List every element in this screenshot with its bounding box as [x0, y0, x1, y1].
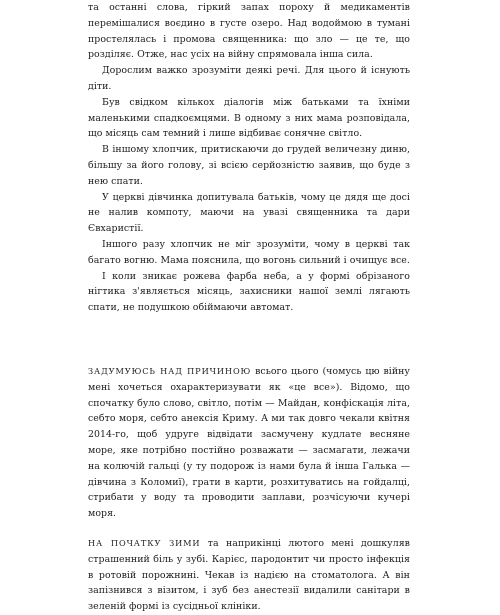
paragraph: І коли зникає рожева фарба неба, а у формі обрізаного нігтика з'являється місяць, захисники нашої землі лягають спати, не подушкою обіймаючи автомат.	[88, 270, 410, 314]
paragraph: Дорослим важко зрозуміти деякі речі. Для цього й існують діти.	[88, 65, 410, 92]
paragraph: У церкві дівчинка допитувала батьків, чому це дядя ще досі не налив компоту, маючи на увазі священника та дари Євхаристії.	[88, 191, 410, 235]
paragraph: Був свідком кількох діалогів між батьками та їхніми маленькими спадкоємцями. В одному з них мама розповідала, що місяць сам темний і лише відбиває сонячне світло.	[88, 96, 410, 140]
section-paragraph	[88, 364, 410, 522]
text-column	[88, 0, 410, 615]
section-paragraph	[88, 536, 410, 615]
paragraph: В іншому хлопчик, притискаючи до грудей величезну диню, більшу за його голову, зі всією серйозністю заявив, що буде з нею спати.	[88, 144, 410, 187]
paragraph: та останні слова, гіркий запах пороху й медикаментів перемішалися воєдино в густе озеро. Над водоймою в тумані простелялась і промова священника: що зло — це те, що розділяє. Отже, нас усіх на війну спрямовала інша сила.	[88, 2, 410, 61]
section-lead: НА ПОЧАТКУ ЗИМИ	[88, 537, 201, 548]
section-lead: ЗАДУМУЮСЬ НАД ПРИЧИНОЮ	[88, 365, 252, 376]
section-body: та наприкінці лютого мені дошкуляв страшенний біль у зубі. Карієс, пародонтит чи просто інфекція в ротовій порожнині. Чекав із надією на стоматолога. А він запізнився з візитом, і зуб без анестезії видалили санітари в зеленій формі із сусідньої клініки.	[88, 537, 410, 613]
paragraph: Іншого разу хлопчик не міг зрозуміти, чому в церкві так багато вогню. Мама пояснила, що вогонь сильний і очищує все.	[88, 238, 410, 266]
section-body: всього цього (чомусь цю війну мені хочеться охарактеризувати як «це все»). Відомо, що спочатку було слово, світло, потім — Майдан, конфіскація літа, себто моря, себто анексія Криму. А ми так довго чекали квітня 2014-го, щоб удруге відвідати засмучену кудлате весняне море, яке потрібно постійно розважати — засмагати, лежачи на колючій гальці (у ту подорож із нами була й інша Галька — дівчина з Коломиї), грати в карти, розхитуватись на гойдалці, стрибати у воду та проводити заплави, розчісуючи кучері моря.	[88, 365, 410, 520]
